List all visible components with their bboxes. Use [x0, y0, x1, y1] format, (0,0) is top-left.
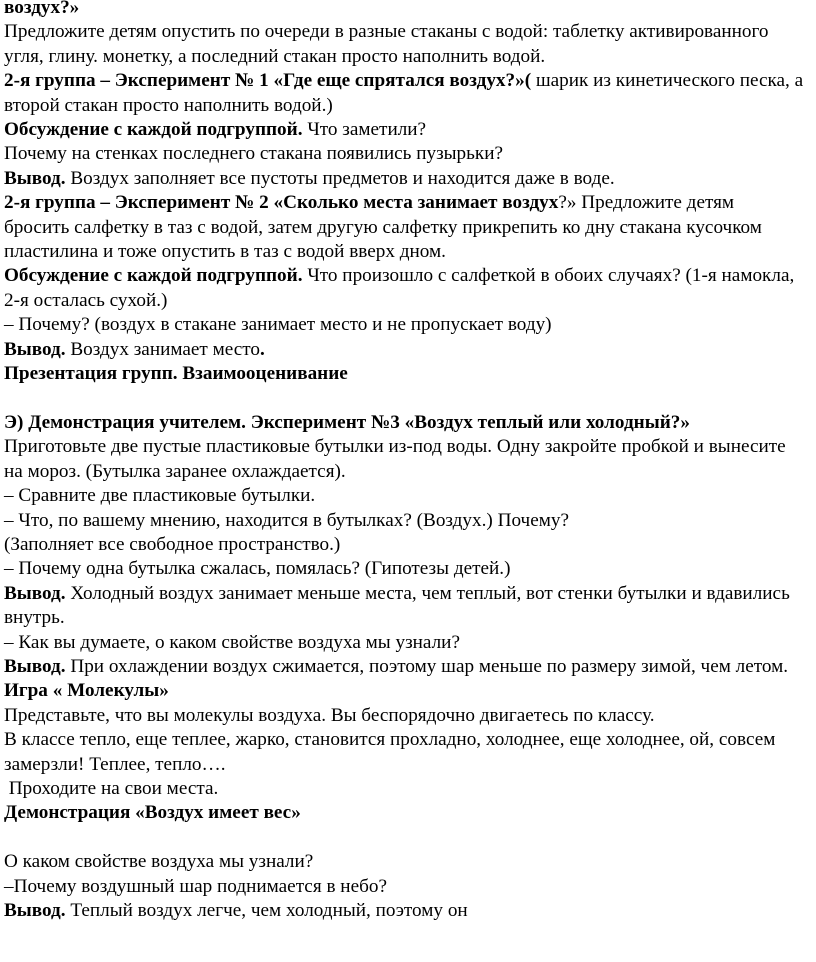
section-heading: Э) Демонстрация учителем. Эксперимент №3 «Воздух теплый или холодный?» — [4, 411, 690, 433]
text-paragraph: Почему на стенках последнего стакана появились пузырьки? — [4, 143, 504, 165]
group-heading: 2-я группа – Эксперимент № 1 «Где еще спрятался воздух?»( — [4, 70, 532, 92]
text-paragraph: –Почему воздушный шар поднимается в небо? — [4, 875, 387, 897]
section-heading: Игра « Молекулы» — [4, 680, 169, 702]
text-paragraph: – Как вы думаете, о каком свойстве воздуха мы узнали? — [4, 631, 460, 653]
text-paragraph: – Почему? (воздух в стакане занимает место и не пропускает воду) — [4, 314, 552, 336]
conclusion-label: Вывод. — [4, 900, 66, 921]
text-paragraph: – Почему одна бутылка сжалась, помялась? (Гипотезы детей.) — [4, 558, 511, 580]
conclusion-label: Вывод. — [4, 338, 66, 360]
section-heading: Демонстрация «Воздух имеет вес» — [4, 802, 301, 824]
text-line: воздух?» — [4, 0, 80, 18]
text-paragraph: В классе тепло, еще теплее, жарко, становится прохладно, холоднее, еще холоднее, ой, совсем замерзли! Теплее, тепло…. — [4, 729, 776, 775]
text-paragraph: Проходите на свои места. — [4, 777, 219, 799]
conclusion-label: Вывод. — [4, 655, 66, 677]
text-paragraph: О каком свойстве воздуха мы узнали? — [4, 851, 314, 873]
conclusion-label: Вывод. — [4, 167, 66, 189]
text-paragraph: 2-я группа – Эксперимент № 2 «Сколько места занимает воздух?» Предложите детям бросить салфетку в таз с водой, затем другую салфетку прикрепить ко дну стакана кусочком пластилина и тоже опустить в таз с водой вверх дном. — [4, 192, 762, 263]
text-paragraph: Обсуждение с каждой подгруппой. Что заметили? — [4, 119, 427, 141]
text-paragraph: Обсуждение с каждой подгруппой. Что произошло с салфеткой в обоих случаях? (1-я намокла, 2-я осталась сухой.) — [4, 265, 795, 311]
blank-line — [4, 387, 804, 411]
text-paragraph: Вывод. При охлаждении воздух сжимается, поэтому шар меньше по размеру зимой, чем летом. — [4, 655, 789, 677]
section-heading: Презентация групп. Взаимооценивание — [4, 363, 348, 385]
text-paragraph: Представьте, что вы молекулы воздуха. Вы беспорядочно двигаетесь по классу. — [4, 704, 655, 726]
text-paragraph: Приготовьте две пустые пластиковые бутылки из-под воды. Одну закройте пробкой и вынесите на мороз. (Бутылка заранее охлаждается). — [4, 436, 786, 482]
discussion-label: Обсуждение с каждой подгруппой. — [4, 265, 303, 287]
text-paragraph: Вывод. Воздух занимает место. — [4, 338, 265, 360]
text-paragraph: Предложите детям опустить по очереди в разные стаканы с водой: таблетку активированного угля, глину. монетку, а последний стакан просто наполнить водой. — [4, 21, 769, 67]
blank-line — [4, 826, 804, 850]
text-paragraph: 2-я группа – Эксперимент № 1 «Где еще спрятался воздух?»( шарик из кинетического песка, а второй стакан просто наполнить водой.) — [4, 70, 804, 116]
text-paragraph: – Сравните две пластиковые бутылки. — [4, 485, 316, 507]
text-paragraph: Вывод. Холодный воздух занимает меньше места, чем теплый, вот стенки бутылки и вдавились внутрь. — [4, 582, 790, 629]
text-paragraph: Вывод. Теплый воздух легче, чем холодный, поэтому он — [4, 900, 468, 921]
conclusion-label: Вывод. — [4, 582, 66, 604]
text-paragraph: (Заполняет все свободное пространство.) — [4, 533, 341, 555]
discussion-label: Обсуждение с каждой подгруппой. — [4, 119, 303, 141]
group-heading: 2-я группа – Эксперимент № 2 «Сколько места занимает воздух — [4, 192, 559, 214]
text-paragraph: Вывод. Воздух заполняет все пустоты предметов и находится даже в воде. — [4, 167, 615, 189]
text-paragraph: – Что, по вашему мнению, находится в бутылках? (Воздух.) Почему? — [4, 509, 569, 531]
